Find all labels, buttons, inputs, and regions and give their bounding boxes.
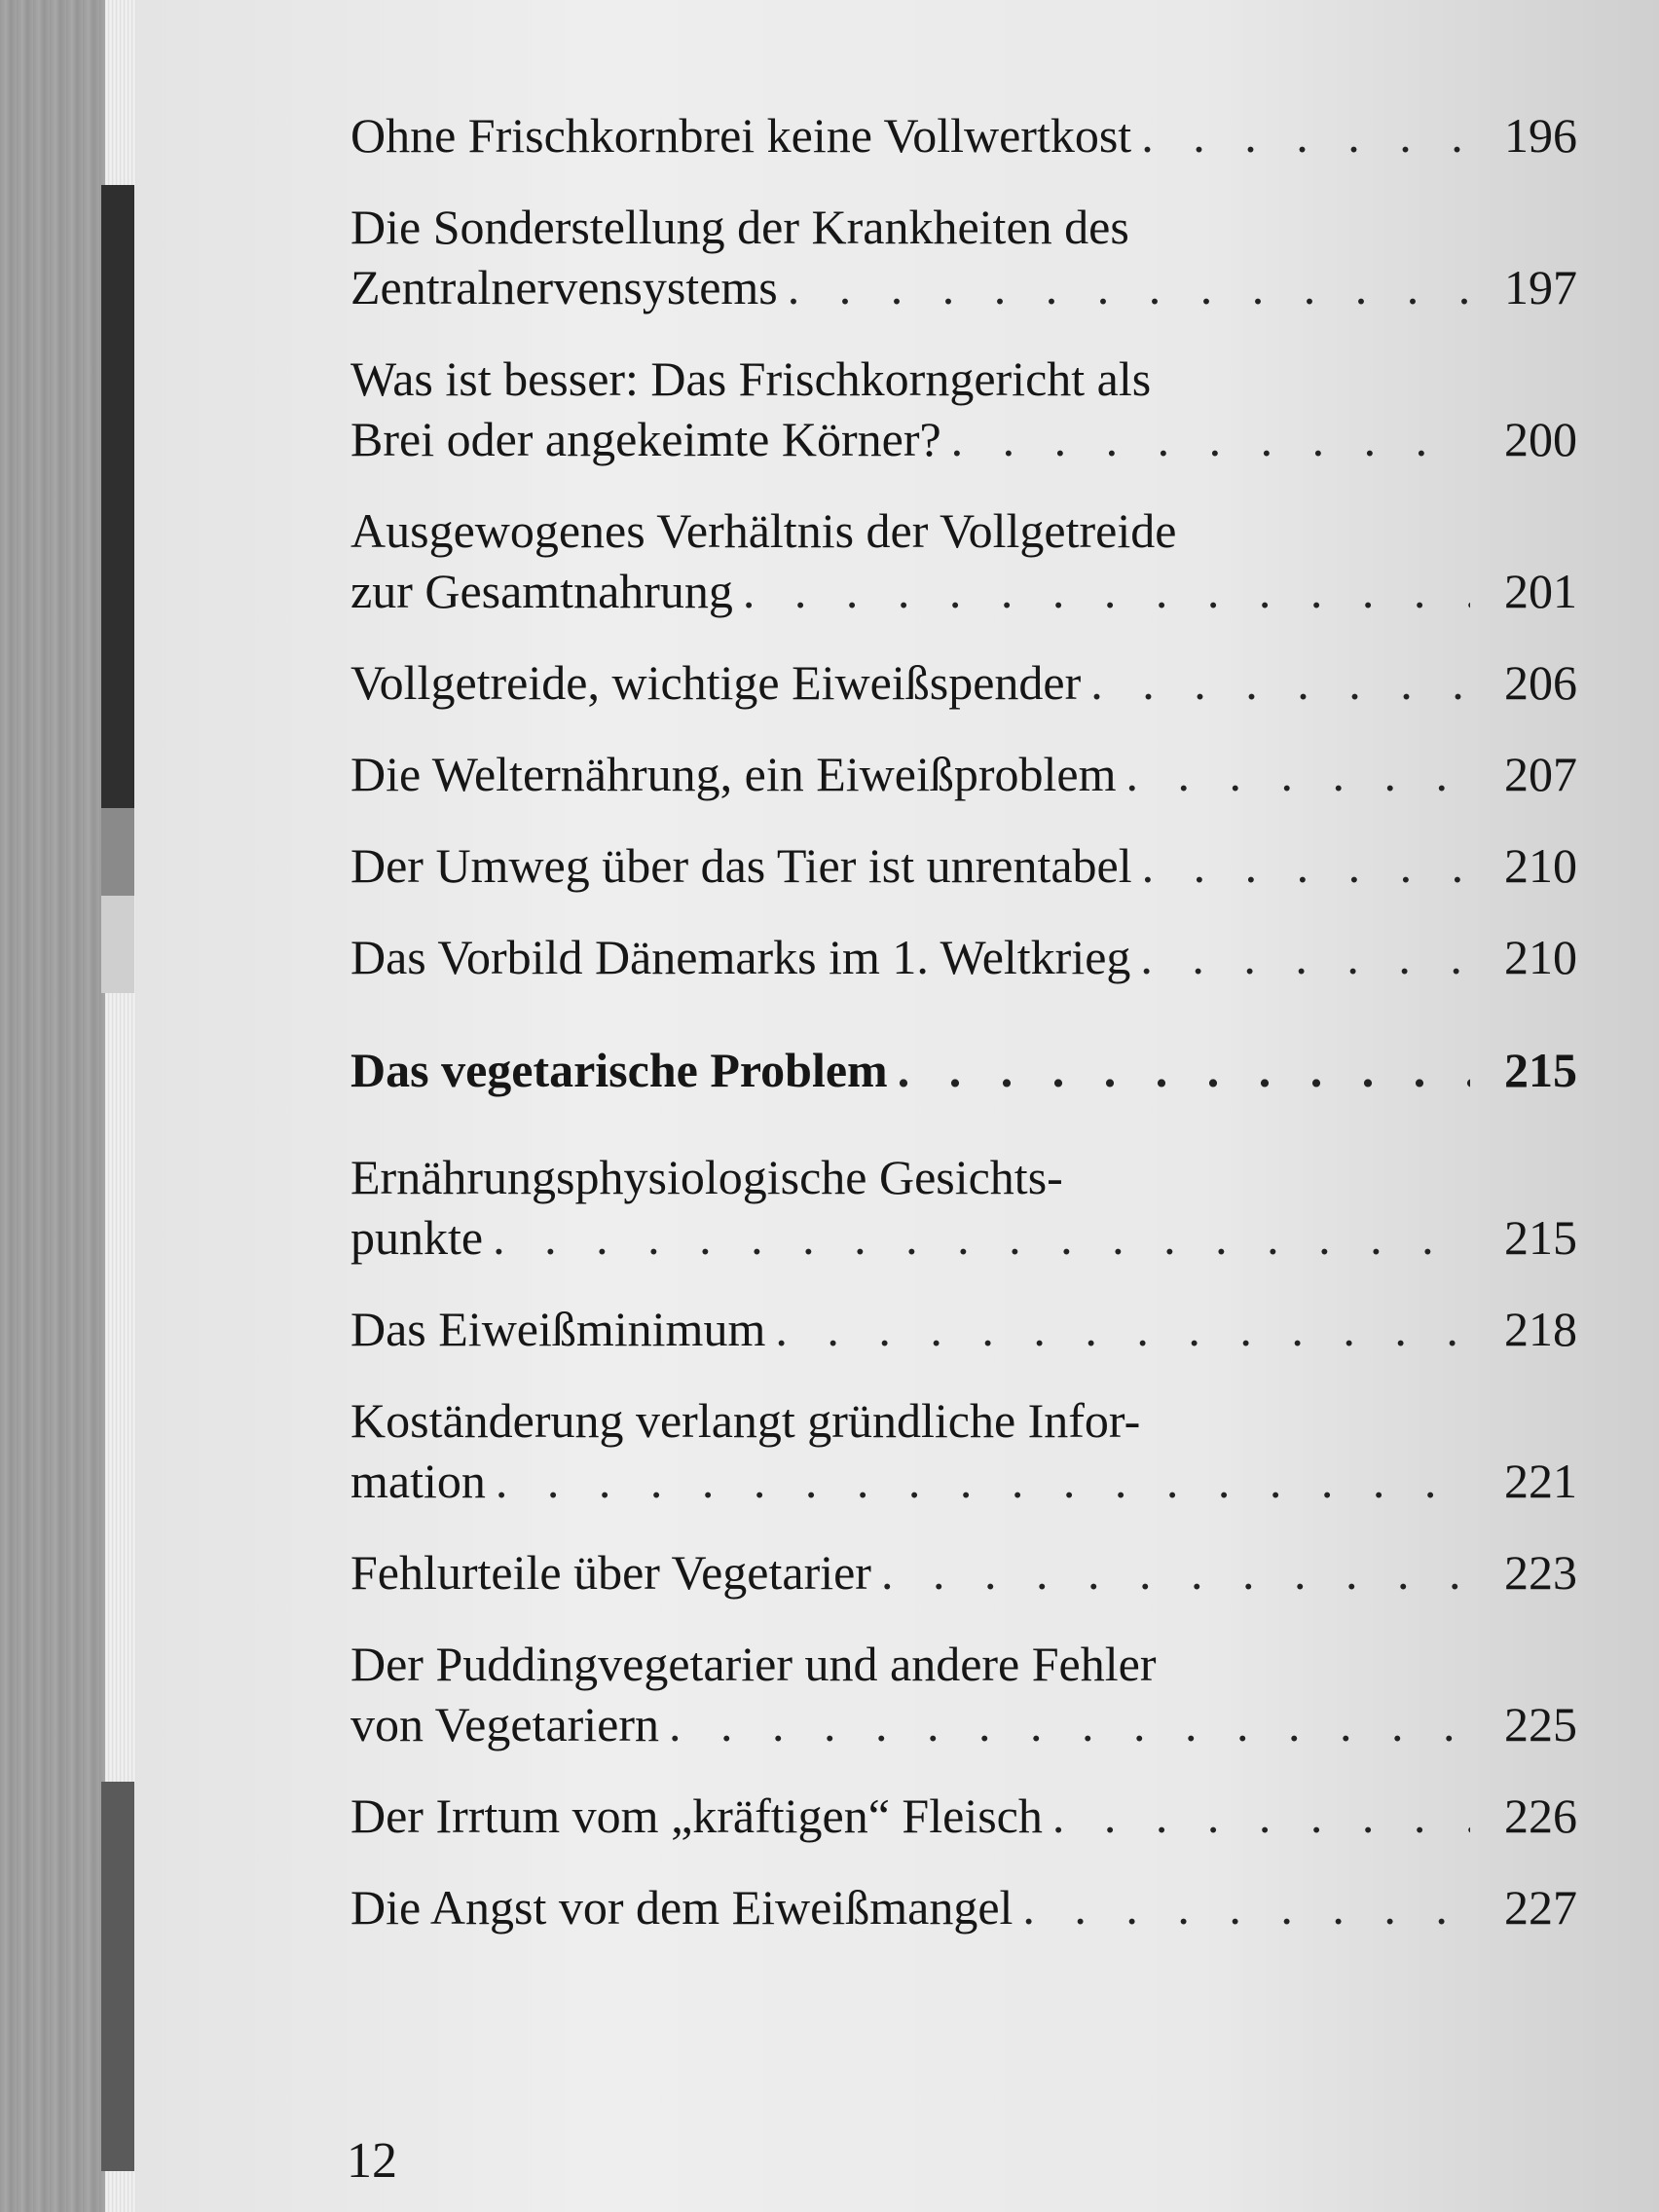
toc-entry-page: 201 bbox=[1504, 564, 1577, 618]
toc-entry-page: 196 bbox=[1504, 108, 1577, 163]
toc-entry bbox=[350, 1299, 1577, 1359]
dot-leader bbox=[743, 561, 1470, 621]
toc-entry-page: 197 bbox=[1504, 260, 1577, 314]
toc-entry-title: Ohne Frischkornbrei keine Vollwertkost bbox=[350, 108, 1132, 163]
section-title: Das vegetarische Problem bbox=[350, 1043, 888, 1097]
toc-entry-title-line1: Die Sonderstellung der Krankheiten des bbox=[350, 200, 1129, 254]
dot-leader bbox=[1090, 652, 1470, 713]
toc-entry-page: 226 bbox=[1504, 1788, 1577, 1843]
toc-entry-title-line2: von Vegetariern bbox=[350, 1697, 660, 1751]
cover-band bbox=[101, 185, 134, 808]
toc-entry-page: 225 bbox=[1504, 1697, 1577, 1751]
toc-entry bbox=[350, 1542, 1577, 1603]
dot-leader bbox=[1142, 835, 1470, 896]
toc-entry-page: 227 bbox=[1504, 1880, 1577, 1935]
toc-entry bbox=[350, 105, 1577, 166]
toc-entry bbox=[350, 349, 1577, 469]
toc-entry bbox=[350, 500, 1577, 621]
section-page: 215 bbox=[1504, 1043, 1577, 1097]
toc-entry-page: 223 bbox=[1504, 1545, 1577, 1600]
toc-entry-title: Vollgetreide, wichtige Eiweißspender bbox=[350, 655, 1082, 710]
toc-entry-page: 218 bbox=[1504, 1302, 1577, 1356]
toc-entry-page: 207 bbox=[1504, 747, 1577, 801]
toc-entry-title-line1: Ausgewogenes Verhältnis der Vollgetreide bbox=[350, 503, 1177, 558]
dot-leader bbox=[669, 1694, 1470, 1754]
dot-leader bbox=[1141, 105, 1470, 166]
toc-entry bbox=[350, 1147, 1577, 1268]
dot-leader bbox=[881, 1542, 1470, 1603]
dot-leader bbox=[788, 257, 1470, 317]
toc-entry-title-line1: Ernährungsphysiologische Gesichts- bbox=[350, 1150, 1063, 1204]
toc-entry bbox=[350, 1877, 1577, 1937]
toc-entry-page: 210 bbox=[1504, 838, 1577, 893]
toc-entry-page: 210 bbox=[1504, 930, 1577, 984]
table-of-contents bbox=[350, 105, 1577, 1969]
toc-entry-title-line1: Was ist besser: Das Frischkorngericht als bbox=[350, 351, 1152, 406]
toc-entry bbox=[350, 927, 1577, 987]
toc-entry-title-line2: mation bbox=[350, 1454, 486, 1508]
dot-leader bbox=[951, 409, 1470, 469]
toc-entry-title: Das Vorbild Dänemarks im 1. Weltkrieg bbox=[350, 930, 1131, 984]
toc-section-heading bbox=[350, 1040, 1577, 1100]
toc-entry-title: Der Umweg über das Tier ist unrentabel bbox=[350, 838, 1132, 893]
toc-entry-title-line2: Zentralnervensystems bbox=[350, 260, 778, 314]
dot-leader bbox=[1125, 744, 1470, 804]
toc-entry-page: 206 bbox=[1504, 655, 1577, 710]
dot-leader bbox=[493, 1207, 1470, 1268]
toc-entry-title-line1: Der Puddingvegetarier und andere Fehler bbox=[350, 1637, 1157, 1691]
toc-entry-title: Das Eiweißminimum bbox=[350, 1302, 766, 1356]
toc-entry bbox=[350, 1390, 1577, 1511]
table-background bbox=[0, 0, 117, 2212]
cover-band bbox=[101, 896, 134, 993]
dot-leader bbox=[496, 1451, 1470, 1511]
dot-leader bbox=[898, 1040, 1470, 1100]
dot-leader bbox=[775, 1299, 1470, 1359]
toc-entry-title: Der Irrtum vom „kräftigen“ Fleisch bbox=[350, 1788, 1043, 1843]
dot-leader bbox=[1022, 1877, 1470, 1937]
toc-entry-title-line2: zur Gesamtnahrung bbox=[350, 564, 733, 618]
toc-entry bbox=[350, 197, 1577, 317]
toc-entry-title: Fehlurteile über Vegetarier bbox=[350, 1545, 871, 1600]
dot-leader bbox=[1052, 1786, 1470, 1846]
toc-entry-title-line2: punkte bbox=[350, 1210, 484, 1265]
toc-entry bbox=[350, 652, 1577, 713]
toc-entry-page: 215 bbox=[1504, 1210, 1577, 1265]
cover-band bbox=[101, 808, 134, 896]
page-number: 12 bbox=[347, 2133, 397, 2189]
toc-entry-page: 200 bbox=[1504, 412, 1577, 466]
cover-band bbox=[101, 1782, 134, 2171]
toc-entry-title-line1: Koständerung verlangt gründliche Infor- bbox=[350, 1393, 1141, 1448]
toc-entry bbox=[350, 744, 1577, 804]
toc-entry-page: 221 bbox=[1504, 1454, 1577, 1508]
toc-entry bbox=[350, 1634, 1577, 1754]
toc-entry-title-line2: Brei oder angekeimte Körner? bbox=[350, 412, 941, 466]
toc-entry-title: Die Angst vor dem Eiweißmangel bbox=[350, 1880, 1014, 1935]
dot-leader bbox=[1140, 927, 1470, 987]
toc-entry bbox=[350, 835, 1577, 896]
toc-entry bbox=[350, 1786, 1577, 1846]
toc-entry-title: Die Welternährung, ein Eiweißproblem bbox=[350, 747, 1117, 801]
